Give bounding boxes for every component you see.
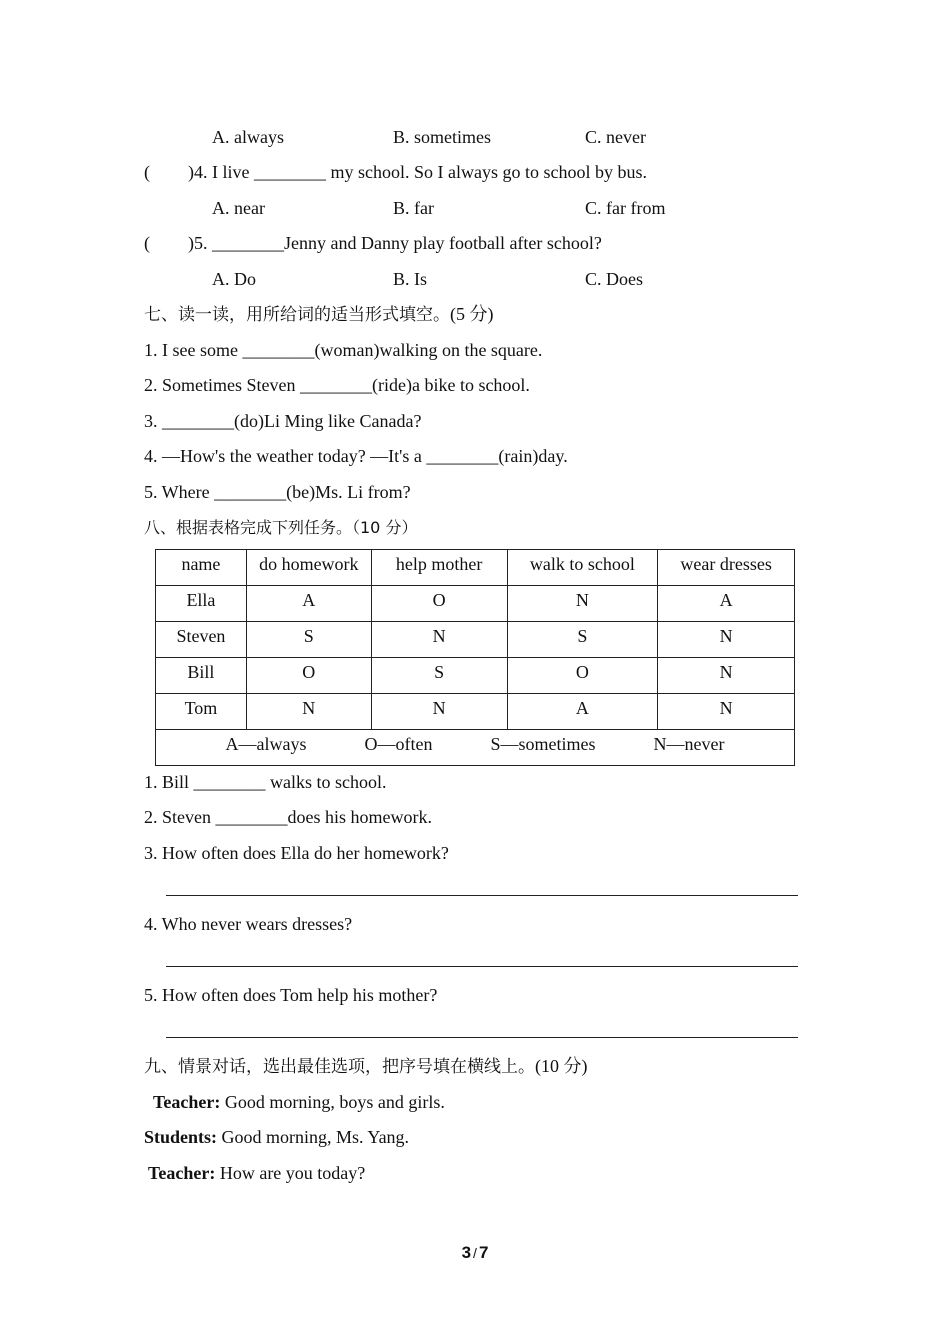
dialogue-line-3 bbox=[148, 1162, 365, 1184]
table-cell: N bbox=[371, 694, 507, 730]
table-header-cell: walk to school bbox=[507, 550, 658, 586]
table-header-cell: wear dresses bbox=[658, 550, 795, 586]
legend-often: O—often bbox=[364, 734, 433, 754]
table-cell: N bbox=[658, 622, 795, 658]
section7-score: (5 分) bbox=[450, 304, 494, 324]
dialogue-text: How are you today? bbox=[215, 1163, 366, 1183]
page-current: 3 bbox=[461, 1243, 472, 1262]
dialogue-speaker: Students: bbox=[144, 1127, 218, 1147]
section8-question-2: 2. Steven ________does his homework. bbox=[144, 807, 432, 827]
dialogue-line-2 bbox=[144, 1126, 409, 1148]
page-number bbox=[0, 1243, 950, 1263]
table-cell: A bbox=[658, 586, 795, 622]
section8-question-3: 3. How often does Ella do her homework? bbox=[144, 843, 449, 863]
answer-line-3[interactable] bbox=[166, 895, 798, 896]
table-cell: N bbox=[507, 586, 658, 622]
q5-option-a: A. Do bbox=[212, 269, 256, 289]
table-cell: O bbox=[507, 658, 658, 694]
table-row bbox=[156, 658, 795, 694]
answer-line-4[interactable] bbox=[166, 966, 798, 967]
table-legend-row bbox=[156, 730, 795, 766]
legend-sometimes: S—sometimes bbox=[490, 734, 596, 754]
section7-item-5: 5. Where ________(be)Ms. Li from? bbox=[144, 482, 411, 502]
q3-option-b: B. sometimes bbox=[393, 127, 491, 147]
q5-option-b: B. Is bbox=[393, 269, 428, 289]
q5-text: )5. ________Jenny and Danny play football after school? bbox=[188, 233, 602, 253]
table-legend bbox=[156, 730, 795, 766]
section8-question-5: 5. How often does Tom help his mother? bbox=[144, 985, 438, 1005]
section8-question-4: 4. Who never wears dresses? bbox=[144, 914, 353, 934]
table-cell: N bbox=[658, 694, 795, 730]
table-row bbox=[156, 586, 795, 622]
q5-paren: ( bbox=[144, 233, 150, 253]
table-cell: N bbox=[246, 694, 371, 730]
table-cell: N bbox=[371, 622, 507, 658]
frequency-table bbox=[155, 549, 795, 766]
table-cell: Ella bbox=[156, 586, 247, 622]
q4-paren: ( bbox=[144, 162, 150, 182]
table-header-cell: name bbox=[156, 550, 247, 586]
table-cell: S bbox=[246, 622, 371, 658]
dialogue-text: Good morning, Ms. Yang. bbox=[217, 1127, 410, 1147]
q3-option-a: A. always bbox=[212, 127, 284, 147]
section8-title: 八、根据表格完成下列任务。（10 分） bbox=[144, 518, 418, 537]
table-cell: A bbox=[507, 694, 658, 730]
table-cell: S bbox=[507, 622, 658, 658]
q4-option-c: C. far from bbox=[585, 198, 666, 218]
legend-always: A—always bbox=[225, 734, 307, 754]
section7-heading bbox=[144, 303, 494, 326]
table-header-cell: do homework bbox=[246, 550, 371, 586]
dialogue-line-1 bbox=[153, 1091, 445, 1113]
table-row bbox=[156, 694, 795, 730]
table-cell: Steven bbox=[156, 622, 247, 658]
section7-item-1: 1. I see some ________(woman)walking on the square. bbox=[144, 340, 543, 360]
dialogue-speaker: Teacher: bbox=[148, 1163, 216, 1183]
section7-item-4: 4. —How's the weather today? —It's a ________(rain)day. bbox=[144, 446, 568, 466]
table-cell: Tom bbox=[156, 694, 247, 730]
table-cell: S bbox=[371, 658, 507, 694]
dialogue-speaker: Teacher: bbox=[153, 1092, 221, 1112]
q4-text: )4. I live ________ my school. So I always go to school by bus. bbox=[188, 162, 647, 182]
table-cell: A bbox=[246, 586, 371, 622]
q5-option-c: C. Does bbox=[585, 269, 643, 289]
page-total: 7 bbox=[478, 1243, 489, 1262]
table-cell: N bbox=[658, 658, 795, 694]
table-header-row bbox=[156, 550, 795, 586]
q4-option-b: B. far bbox=[393, 198, 434, 218]
legend-never: N—never bbox=[653, 734, 725, 754]
page-separator: / bbox=[473, 1245, 477, 1261]
table-cell: Bill bbox=[156, 658, 247, 694]
section8-question-1: 1. Bill ________ walks to school. bbox=[144, 772, 387, 792]
answer-line-5[interactable] bbox=[166, 1037, 798, 1038]
table-row bbox=[156, 622, 795, 658]
q3-option-c: C. never bbox=[585, 127, 646, 147]
section7-item-2: 2. Sometimes Steven ________(ride)a bike to school. bbox=[144, 375, 530, 395]
q4-option-a: A. near bbox=[212, 198, 265, 218]
table-cell: O bbox=[246, 658, 371, 694]
table-header-cell: help mother bbox=[371, 550, 507, 586]
section9-score: (10 分) bbox=[535, 1056, 588, 1076]
section9-heading bbox=[144, 1055, 588, 1078]
section7-item-3: 3. ________(do)Li Ming like Canada? bbox=[144, 411, 422, 431]
section9-title: 九、情景对话，选出最佳选项，把序号填在横线上。 bbox=[144, 1057, 535, 1077]
dialogue-text: Good morning, boys and girls. bbox=[220, 1092, 445, 1112]
section7-title: 七、读一读，用所给词的适当形式填空。 bbox=[144, 305, 450, 325]
table-cell: O bbox=[371, 586, 507, 622]
